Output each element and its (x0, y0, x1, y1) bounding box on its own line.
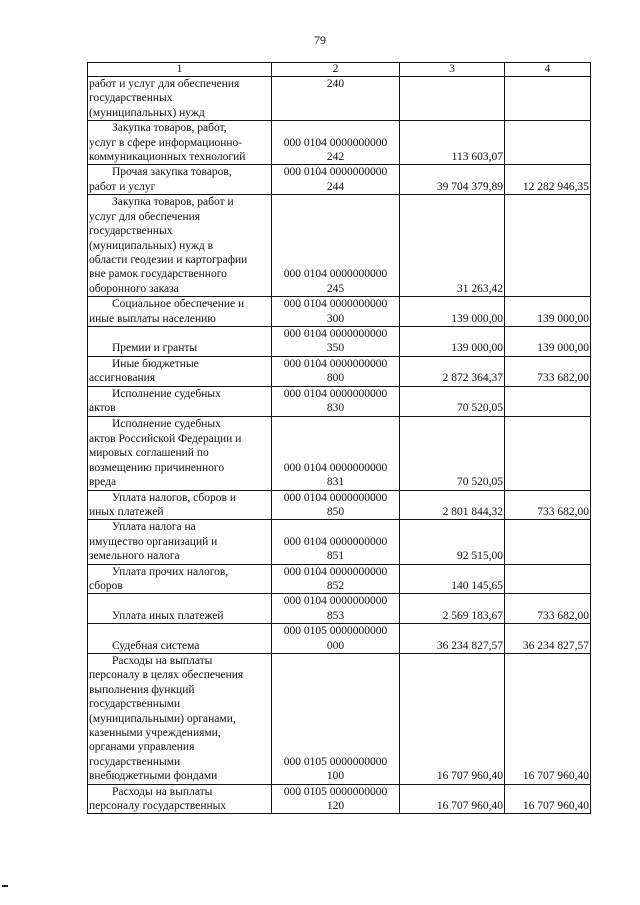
amount-col3-cell: 31 263,42 (400, 195, 505, 297)
column-header-2: 2 (272, 63, 400, 77)
expense-name-cell (88, 297, 272, 327)
expense-name-line: выполнения функций (89, 683, 195, 696)
budget-code-line: 000 0104 0000000000 (283, 136, 388, 149)
column-header-1: 1 (88, 63, 272, 77)
budget-code-line: 000 0105 0000000000 (283, 785, 388, 798)
budget-code-cell (272, 297, 400, 327)
amount-col4-cell: 36 234 827,57 (505, 624, 591, 654)
amount-col3-cell: 113 603,07 (400, 121, 505, 165)
amount-col3-cell: 140 145,65 (400, 564, 505, 594)
budget-code-cell (272, 416, 400, 490)
expense-name-line: области геодезии и картографии (89, 254, 248, 267)
page-number: 79 (314, 33, 326, 47)
expense-name-cell (88, 594, 272, 624)
amount-col3-cell: 70 520,05 (400, 386, 505, 416)
amount-col3-cell: 2 801 844,32 (400, 490, 505, 520)
budget-code-line: 300 (326, 312, 345, 325)
amount-col4-cell: 16 707 960,40 (505, 784, 591, 814)
amount-col3-cell: 92 515,00 (400, 520, 505, 564)
amount-col4-cell (505, 416, 591, 490)
expense-name-cell (88, 624, 272, 654)
expense-name-cell (88, 386, 272, 416)
expense-name-cell (88, 165, 272, 195)
expense-name-line: Прочая закупка товаров, (89, 166, 232, 179)
budget-code-cell (272, 121, 400, 165)
expense-name-line: актов (89, 402, 116, 415)
table-row (88, 594, 591, 624)
amount-col4-cell: 139 000,00 (505, 327, 591, 357)
amount-col3-cell (400, 77, 505, 121)
amount-col4-cell: 733 682,00 (505, 490, 591, 520)
amount-col3-cell: 16 707 960,40 (400, 653, 505, 784)
budget-code-cell (272, 195, 400, 297)
amount-col4-cell: 139 000,00 (505, 297, 591, 327)
budget-code-line: 000 0104 0000000000 (283, 328, 388, 341)
expense-name-line: работ и услуг (89, 180, 156, 193)
table-row (88, 165, 591, 195)
table-row (88, 653, 591, 784)
table-row (88, 195, 591, 297)
expense-name-line: коммуникационных технологий (89, 151, 246, 164)
amount-col4-cell (505, 386, 591, 416)
expense-name-line: иные выплаты населению (89, 312, 216, 325)
expense-name-line: Расходы на выплаты (89, 654, 213, 667)
table-row (88, 490, 591, 520)
budget-code-cell (272, 77, 400, 121)
table-row (88, 327, 591, 357)
expense-name-line: мировых соглашений по (89, 447, 209, 460)
budget-code-line: 000 0104 0000000000 (283, 298, 388, 311)
budget-code-cell (272, 165, 400, 195)
budget-code-cell (272, 520, 400, 564)
budget-code-line: 000 (326, 639, 345, 652)
amount-col3-cell: 16 707 960,40 (400, 784, 505, 814)
amount-col4-cell (505, 121, 591, 165)
table-row (88, 564, 591, 594)
expense-name-line: Социальное обеспечение и (89, 298, 245, 311)
budget-code-line: 000 0104 0000000000 (283, 268, 388, 281)
expense-name-cell (88, 77, 272, 121)
expense-name-cell (88, 564, 272, 594)
budget-code-line: 000 0104 0000000000 (283, 535, 388, 548)
expense-name-line: государственных (89, 92, 173, 105)
expense-name-line: Исполнение судебных (89, 387, 221, 400)
expense-name-line: работ и услуг для обеспечения (89, 78, 240, 90)
expense-name-line: иных платежей (89, 505, 164, 518)
expense-name-line: государственными (89, 755, 181, 768)
budget-code-line: 244 (326, 180, 345, 193)
expense-name-cell (88, 653, 272, 784)
expense-name-line: возмещению причиненного (89, 461, 225, 474)
expense-name-line: Закупка товаров, работ и (89, 196, 234, 209)
expense-name-line: Премии и гранты (89, 342, 198, 355)
budget-code-cell (272, 653, 400, 784)
budget-code-line: 851 (326, 550, 345, 563)
budget-code-cell (272, 784, 400, 814)
budget-code-line: 240 (326, 78, 345, 90)
amount-col3-cell: 2 872 364,37 (400, 356, 505, 386)
budget-code-cell (272, 327, 400, 357)
amount-col3-cell: 139 000,00 (400, 297, 505, 327)
expense-name-line: Уплата иных платежей (89, 609, 224, 622)
expense-name-line: земельного налога (89, 550, 180, 563)
expense-name-line: имущество организаций и (89, 535, 218, 548)
expense-name-cell (88, 784, 272, 814)
amount-col4-cell (505, 195, 591, 297)
budget-code-line: 830 (326, 402, 345, 415)
budget-code-line: 000 0105 0000000000 (283, 755, 388, 768)
budget-code-line: 852 (326, 579, 345, 592)
expense-name-line: актов Российской Федерации и (89, 432, 242, 445)
budget-code-cell (272, 356, 400, 386)
amount-col3-cell: 36 234 827,57 (400, 624, 505, 654)
expense-name-cell (88, 195, 272, 297)
expense-name-line: Расходы на выплаты (89, 785, 213, 798)
budget-code-line: 853 (326, 609, 345, 622)
expense-name-line: услуг для обеспечения (89, 210, 201, 223)
budget-code-cell (272, 490, 400, 520)
budget-code-line: 242 (326, 151, 345, 164)
budget-code-line: 000 0104 0000000000 (283, 565, 388, 578)
column-header-4: 4 (505, 63, 591, 77)
expense-name-cell (88, 520, 272, 564)
budget-code-line: 850 (326, 505, 345, 518)
table-row (88, 77, 591, 121)
expense-name-line: органами управления (89, 741, 195, 754)
amount-col4-cell (505, 77, 591, 121)
budget-code-line: 831 (326, 476, 345, 489)
expense-name-line: персоналу в целях обеспечения (89, 669, 244, 682)
expense-name-line: государственных (89, 225, 173, 238)
amount-col3-cell: 39 704 379,89 (400, 165, 505, 195)
budget-table (87, 62, 591, 814)
margin-mark (2, 885, 8, 887)
budget-code-line: 120 (326, 800, 345, 813)
expense-name-line: Судебная система (89, 639, 200, 652)
table-row (88, 121, 591, 165)
table-row (88, 784, 591, 814)
budget-code-line: 000 0105 0000000000 (283, 625, 388, 638)
budget-code-cell (272, 564, 400, 594)
expense-name-line: Закупка товаров, работ, (89, 122, 227, 135)
budget-code-cell (272, 386, 400, 416)
budget-code-cell (272, 624, 400, 654)
amount-col4-cell: 16 707 960,40 (505, 653, 591, 784)
amount-col4-cell: 733 682,00 (505, 356, 591, 386)
amount-col4-cell (505, 564, 591, 594)
expense-name-line: казенными учреждениями, (89, 727, 221, 739)
expense-name-cell (88, 356, 272, 386)
budget-code-line: 800 (326, 372, 345, 385)
expense-name-cell (88, 490, 272, 520)
expense-name-line: (муниципальных) нужд в (89, 239, 214, 252)
expense-name-line: услуг в сфере информационно- (89, 136, 243, 149)
table-row (88, 520, 591, 564)
expense-name-line: внебюджетными фондами (89, 770, 218, 783)
budget-code-cell (272, 594, 400, 624)
expense-name-line: вне рамок государственного (89, 268, 227, 281)
budget-code-line: 000 0104 0000000000 (283, 387, 388, 400)
amount-col4-cell: 733 682,00 (505, 594, 591, 624)
expense-name-cell (88, 327, 272, 357)
expense-name-line: (муниципальных) нужд (89, 106, 205, 119)
expense-name-cell (88, 416, 272, 490)
table-row (88, 386, 591, 416)
amount-col3-cell: 139 000,00 (400, 327, 505, 357)
table-row (88, 297, 591, 327)
expense-name-line: Исполнение судебных (89, 418, 221, 431)
amount-col4-cell (505, 520, 591, 564)
amount-col4-cell: 12 282 946,35 (505, 165, 591, 195)
expense-name-line: ассигнования (89, 372, 156, 385)
expense-name-line: персоналу государственных (89, 800, 227, 813)
budget-code-line: 000 0104 0000000000 (283, 357, 388, 370)
budget-code-line: 000 0104 0000000000 (283, 461, 388, 474)
expense-name-line: Уплата налогов, сборов и (89, 491, 236, 504)
table-row (88, 356, 591, 386)
column-header-3: 3 (400, 63, 505, 77)
expense-name-line: Иные бюджетные (89, 357, 199, 370)
expense-name-line: сборов (89, 579, 123, 592)
table-header-row (88, 63, 591, 77)
amount-col3-cell: 2 569 183,67 (400, 594, 505, 624)
expense-name-line: Уплата налога на (89, 521, 196, 534)
expense-name-line: (муниципальными) органами, (89, 712, 236, 725)
budget-code-line: 000 0104 0000000000 (283, 166, 388, 179)
expense-name-line: оборонного заказа (89, 282, 179, 295)
expense-name-line: вреда (89, 476, 117, 489)
expense-name-cell (88, 121, 272, 165)
budget-code-line: 350 (326, 342, 345, 355)
budget-code-line: 100 (326, 770, 345, 783)
expense-name-line: Уплата прочих налогов, (89, 565, 229, 578)
budget-code-line: 245 (326, 282, 345, 295)
budget-code-line: 000 0104 0000000000 (283, 595, 388, 608)
amount-col3-cell: 70 520,05 (400, 416, 505, 490)
table-row (88, 624, 591, 654)
expense-name-line: государственными (89, 698, 181, 711)
table-row (88, 416, 591, 490)
budget-code-line: 000 0104 0000000000 (283, 491, 388, 504)
